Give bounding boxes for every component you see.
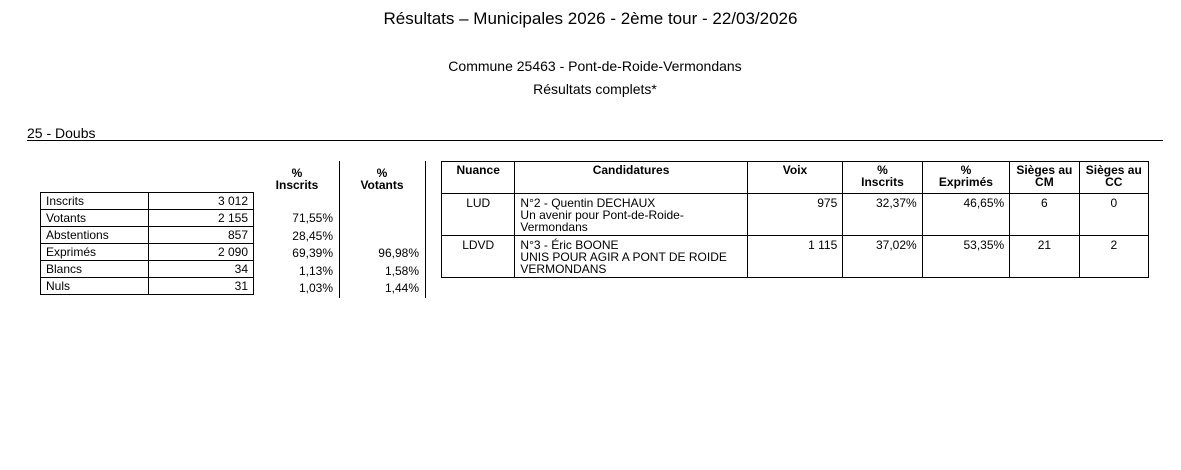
pct-votants-value: 96,98%	[378, 246, 419, 260]
column-divider	[425, 161, 426, 298]
voix-cell: 1 115	[747, 236, 843, 278]
sieges-cm-cell: 21	[1010, 236, 1079, 278]
col-header-line: %	[960, 163, 972, 177]
results-subtitle: Résultats complets*	[533, 81, 657, 97]
page-title: Résultats – Municipales 2026 - 2ème tour - 22/03/2026	[383, 9, 798, 28]
pct-inscrits-cell: 37,02%	[843, 236, 922, 278]
col-header-pct-exprimes	[922, 162, 1009, 194]
pct-votants-header-line2: Votants	[360, 178, 404, 192]
list-name-line: Un avenir pour Pont-de-Roide-	[520, 208, 684, 222]
sieges-cm-cell: 6	[1010, 194, 1079, 236]
stat-value: 2 090	[149, 244, 254, 261]
pct-exprimes-cell: 53,35%	[922, 236, 1009, 278]
pct-inscrits-header-line2: Inscrits	[275, 178, 319, 192]
table-row	[41, 261, 254, 278]
stat-label: Exprimés	[41, 244, 149, 261]
turnout-table	[40, 192, 254, 295]
stat-value: 2 155	[149, 210, 254, 227]
col-header-nuance: Nuance	[442, 162, 515, 194]
table-row	[41, 278, 254, 295]
candidate-name: N°2 - Quentin DECHAUX	[520, 196, 656, 210]
pct-exprimes-cell: 46,65%	[922, 194, 1009, 236]
table-row	[41, 227, 254, 244]
pct-inscrits-column	[263, 210, 333, 298]
col-header-line: Sièges au	[1016, 163, 1073, 177]
table-header-row	[442, 162, 1149, 194]
stat-value: 31	[149, 278, 254, 295]
sieges-cc-cell: 0	[1079, 194, 1148, 236]
nuance-cell: LDVD	[442, 236, 515, 278]
pct-inscrits-header	[262, 167, 332, 191]
candidates-results-table	[441, 161, 1149, 278]
stat-label: Abstentions	[41, 227, 149, 244]
pct-inscrits-value: 28,45%	[292, 228, 333, 243]
candidature-cell	[515, 194, 747, 236]
column-divider	[339, 161, 340, 298]
col-header-voix: Voix	[747, 162, 843, 194]
col-header-line: %	[877, 163, 888, 177]
col-header-candidatures: Candidatures	[515, 162, 747, 194]
col-header-sieges-cm	[1010, 162, 1079, 194]
voix-cell: 975	[747, 194, 843, 236]
commune-heading: Commune 25463 - Pont-de-Roide-Vermondans	[448, 58, 742, 74]
col-header-line: Sièges au	[1085, 163, 1142, 177]
stat-value: 857	[149, 227, 254, 244]
col-header-pct-inscrits	[843, 162, 922, 194]
col-header-line: Exprimés	[938, 175, 993, 189]
table-row	[41, 193, 254, 210]
pct-votants-value: 1,58%	[384, 263, 419, 278]
pct-votants-value: 1,44%	[384, 281, 419, 296]
stat-label: Votants	[41, 210, 149, 227]
list-name-line: Vermondans	[520, 220, 588, 234]
pct-inscrits-value: 69,39%	[292, 246, 333, 261]
stat-label: Nuls	[41, 278, 149, 295]
pct-inscrits-value: 71,55%	[292, 211, 333, 225]
nuance-cell: LUD	[442, 194, 515, 236]
stat-value: 3 012	[149, 193, 254, 210]
pct-inscrits-value: 1,13%	[298, 263, 333, 278]
pct-inscrits-cell: 32,37%	[843, 194, 922, 236]
table-row	[41, 244, 254, 261]
pct-votants-header-line1: %	[376, 166, 388, 180]
pct-inscrits-header-line1: %	[291, 166, 303, 180]
pct-inscrits-value: 1,03%	[298, 281, 333, 296]
sieges-cc-cell: 2	[1079, 236, 1148, 278]
pct-votants-header	[347, 167, 417, 191]
candidate-name: N°3 - Éric BOONE	[520, 238, 619, 252]
list-name-line: VERMONDANS	[520, 262, 607, 276]
stat-label: Blancs	[41, 261, 149, 278]
candidature-cell	[515, 236, 747, 278]
col-header-line: CM	[1035, 175, 1054, 189]
col-header-line: Inscrits	[861, 175, 904, 189]
stat-label: Inscrits	[41, 193, 149, 210]
department-label: 25 - Doubs	[27, 125, 96, 141]
table-row	[442, 194, 1149, 236]
table-row	[442, 236, 1149, 278]
section-divider	[27, 140, 1163, 141]
stat-value: 34	[149, 261, 254, 278]
col-header-sieges-cc	[1079, 162, 1148, 194]
pct-votants-column	[349, 245, 419, 298]
col-header-line: CC	[1105, 175, 1123, 189]
table-row	[41, 210, 254, 227]
list-name-line: UNIS POUR AGIR A PONT DE ROIDE	[520, 250, 727, 264]
